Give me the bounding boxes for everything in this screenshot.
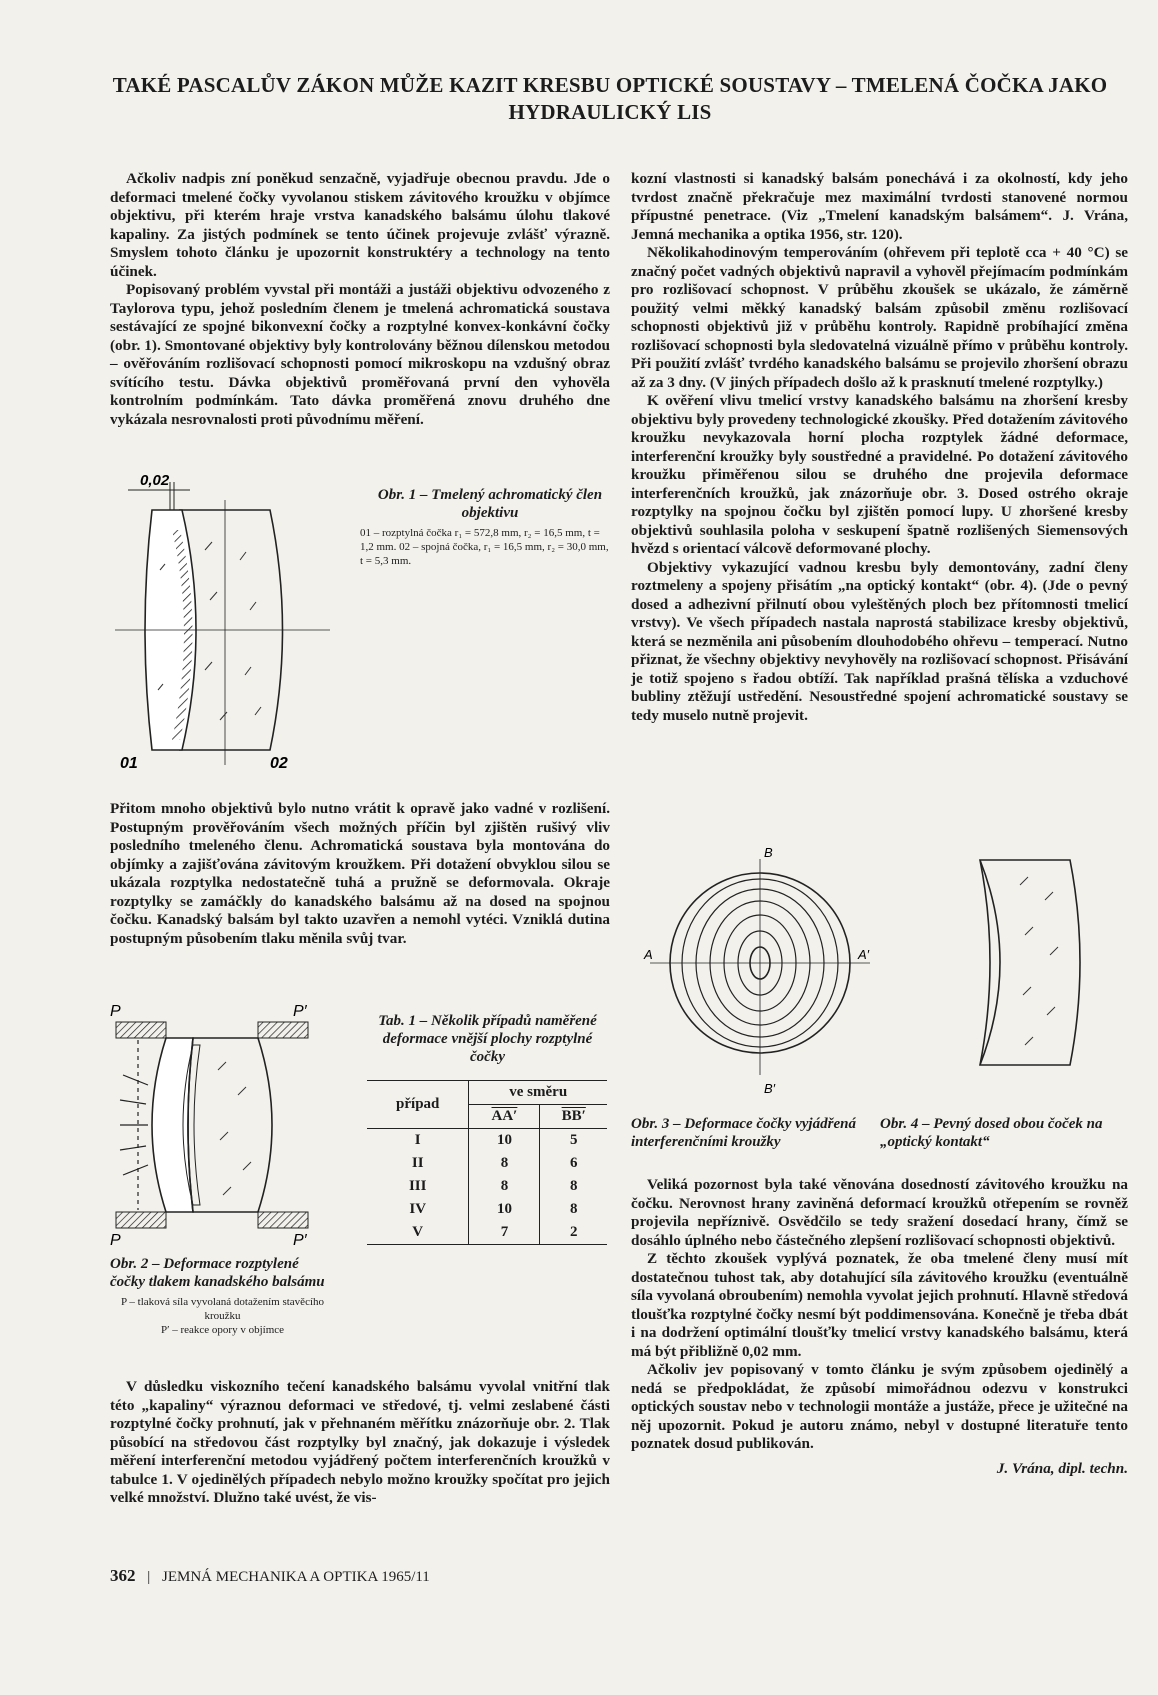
page-number: 362 bbox=[110, 1566, 136, 1585]
paragraph: Popisovaný problém vyvstal při montáži a justáži objektivu odvozeného z Taylorova typu, jehož posledním členem je tmelená achromatická soustava sestávající ze spojné bikonvexní čočky a rozptylné konvex-konkávní čočky (obr. 1). Smontované objektivy byly kontrolovány běžnou dílenskou metodou – ověřováním rozlišovací schopnosti pomocí mikroskopu na vzdušný obraz svítícího testu. Dávka objektivů proměřovaná první den vyhověla kontrolním podmínkám. Tato dávka proměřená znovu druhého dne vykázala nesrovnalosti proti původnímu měření. bbox=[110, 281, 610, 428]
page-footer: 362 | JEMNÁ MECHANIKA A OPTIKA 1965/11 bbox=[110, 1566, 430, 1585]
table-cell: IV bbox=[367, 1198, 469, 1221]
figure-2-legend-p: P – tlaková síla vyvolaná dotažením stavěcího kroužku bbox=[120, 1296, 325, 1322]
axis-label-a-prime: A′ bbox=[858, 947, 870, 962]
table-cell: 8 bbox=[569, 1201, 578, 1217]
table-row bbox=[367, 1129, 607, 1153]
table-cell: V bbox=[367, 1221, 469, 1245]
right-column-top bbox=[631, 170, 1128, 725]
table-row bbox=[367, 1152, 607, 1175]
table-row bbox=[367, 1221, 607, 1245]
table-cell: III bbox=[367, 1175, 469, 1198]
left-column-top bbox=[110, 170, 610, 429]
axis-label-b: B bbox=[764, 845, 773, 860]
paragraph: Ačkoliv nadpis zní poněkud senzačně, vyjadřuje obecnou pravdu. Jde o deformaci tmelené čočky vyvolanou stiskem závitového kroužku v objímce objektivu, při kterém hraje vrstva kanadského balsámu úlohu tlakové kapaliny. Za jistých podmínek se tento účinek projevuje zvlášť výrazně. Smyslem tohoto článku je upozornit konstruktéry a technology na tento účinek. bbox=[110, 170, 610, 280]
table-cell: 5 bbox=[569, 1132, 578, 1148]
table-header-bb: BB′ bbox=[540, 1105, 607, 1129]
paragraph: Přitom mnoho objektivů bylo nutno vrátit k opravě jako vadné v rozlišení. Postupným prověřováním všech možných příčin byl zjištěn rušivý vliv posledního tmeleného členu. Achromatická soustava byla montována do objímky a zajišťována závitovým kroužkem. Při dotažení obvyklou silou se ukázala rozptylka nedostatečně tuhá a pružně se deformovala. Okraje rozptylky se zamáčkly do kanadského balsámu až na dosed na spojnou čočku. Kanadský balsám byl takto uzavřen a nemohl vytéci. Vzniklá dutina postupným působením tlaku měnila svůj tvar. bbox=[110, 800, 610, 947]
table-row bbox=[367, 1175, 607, 1198]
figure-1-lens-drawing bbox=[110, 470, 335, 770]
table-header-direction: ve směru bbox=[469, 1081, 607, 1105]
table-cell: 7 bbox=[469, 1221, 540, 1245]
lens-label-02: 02 bbox=[270, 755, 288, 770]
figure-4-caption: Obr. 4 – Pevný dosed obou čoček na „optický kontakt“ bbox=[880, 1116, 1103, 1150]
table-cell: 10 bbox=[469, 1198, 540, 1221]
table-cell: I bbox=[367, 1129, 469, 1153]
axis-label-b-prime: B′ bbox=[764, 1081, 776, 1096]
force-label-p-bottom: P bbox=[110, 1232, 121, 1249]
left-column-bottom bbox=[110, 1378, 610, 1508]
paragraph: kozní vlastnosti si kanadský balsám ponechává i za okolností, kdy jeho tvrdost značně překračuje mez maximální tvrdosti stanovené normou přípustné penetrace. (Viz „Tmelení kanadským balsámem“. J. Vrána, Jemná mechanika a optika 1956, str. 120). bbox=[631, 170, 1128, 243]
table-cell: 2 bbox=[569, 1224, 578, 1240]
author-signature: J. Vrána, dipl. techn. bbox=[996, 1459, 1128, 1477]
paragraph: Veliká pozornost byla také věnována dosedností závitového kroužku na čočku. Nerovnost hrany zaviněná deformací kroužků otřepením se rovněž projevila nepříznivě. Osvědčilo se tedy sražení dosedací hrany, čímž se dosáhlo úplného nebo částečného zlepšení rozlišovací schopnosti objektivů. bbox=[631, 1176, 1128, 1249]
force-label-p-top: P bbox=[110, 1003, 121, 1020]
figure-2-legend-p-prime: P′ – reakce opory v objímce bbox=[160, 1324, 285, 1336]
axis-label-a: A bbox=[644, 947, 653, 962]
table-cell: 6 bbox=[569, 1155, 578, 1171]
figure-2-caption bbox=[110, 1255, 335, 1337]
table-cell: II bbox=[367, 1152, 469, 1175]
force-label-p-prime-bottom: P′ bbox=[293, 1232, 307, 1249]
article-title: TAKÉ PASCALŮV ZÁKON MŮŽE KAZIT KRESBU OPTICKÉ SOUSTAVY – TMELENÁ ČOČKA JAKO HYDRAULICKÝ LIS bbox=[112, 73, 1108, 124]
dimension-label: 0,02 bbox=[140, 472, 170, 489]
force-label-p-prime-top: P′ bbox=[293, 1003, 307, 1020]
figure-4-optical-contact bbox=[975, 855, 1085, 1070]
figure-1-legend: 01 – rozptylná čočka r₁ = 572,8 mm, r₂ = 16,5 mm, t = 1,2 mm. 02 – spojná čočka, r₁ = 16,5 mm, r₂ = 30,0 mm, t = 5,3 mm. bbox=[360, 527, 609, 567]
table-header-aa: AA′ bbox=[469, 1105, 540, 1129]
table-cell: 10 bbox=[469, 1129, 540, 1153]
paragraph: Ačkoliv jev popisovaný v tomto článku je svým způsobem ojedinělý a nedá se předpokládat, že způsobí mimořádnou odezvu v konstrukci optických soustav nebo v technologii montáže a justáže, přece je užitečné na něj upozornit. Pokud je autoru známo, nebyl v dostupné literatuře tento poznatek dosud publikován. bbox=[631, 1361, 1128, 1452]
table-cell: 8 bbox=[469, 1152, 540, 1175]
table-1 bbox=[367, 1080, 607, 1245]
figure-1-caption bbox=[360, 486, 610, 568]
right-column-bottom bbox=[631, 1176, 1128, 1478]
left-column-middle bbox=[110, 800, 610, 948]
paragraph: V důsledku viskozního tečení kanadského balsámu vyvolal vnitřní tlak této „kapaliny“ výraznou deformaci ve středové, tj. velmi zeslabené části rozptylné čočky prohnutí, jak v přehnaném měřítku znázorňuje obr. 2. Tlak působící na středovou část rozptylky byl značný, jak dokazuje i výsledek měření interferenční metodou vyjádřený počtem interferenčních kroužků v tabulce 1. V ojedinělých případech nebylo možno kroužky spočítat pro jejich velké množství. Dlužno také uvést, že vis- bbox=[110, 1378, 610, 1506]
paragraph: Z těchto zkoušek vyplývá poznatek, že oba tmelené členy musí mít dostatečnou tuhost tak, aby dotahující síla závitového kroužku (eventuálně síla vyvolaná obroubením) nemohla vyvolat jejich prohnutí. Hlavně středová tloušťka rozptylné čočky nesmí být poddimensována. Konečně je třeba dbát i na dodržení optimální tloušťky tmelicí vrstvy kanadského balsámu, která má být přibližně 0,02 mm. bbox=[631, 1250, 1128, 1360]
paragraph: K ověření vlivu tmelicí vrstvy kanadského balsámu na zhoršení kresby objektivu byly provedeny technologické zkoušky. Před dotažením závitového kroužku nevykazovala horní plocha rozptylek žádné deformace, interferenční kroužky byly soustředné a pravidelné. Po dotažení závitového kroužku přiměřenou silou se druhého dne projevila deformace interferenčních kroužků, jak znázorňuje obr. 3. Dosed ostrého okraje rozptylky na spojnou čočku byl zjištěn pomocí lupy. U zhoršené kresby objektivů souhlasila poloha v seskupení špatně rozlišených Siemensových hvězd s orientací válcově deformované plochy. bbox=[631, 392, 1128, 557]
table-header-case: případ bbox=[367, 1081, 469, 1129]
figure-1-title: Obr. 1 – Tmelený achromatický člen objektivu bbox=[377, 487, 603, 521]
journal-name: JEMNÁ MECHANIKA A OPTIKA 1965/11 bbox=[162, 1569, 430, 1585]
table-1-caption: Tab. 1 – Několik případů naměřené deformace vnější plochy rozptylné čočky bbox=[378, 1013, 597, 1065]
figure-3-interference-rings bbox=[640, 845, 880, 1100]
table-cell: 8 bbox=[469, 1175, 540, 1198]
figure-2-deformation-drawing bbox=[108, 1000, 338, 1255]
paragraph: Objektivy vykazující vadnou kresbu byly demontovány, zadní členy roztmeleny a spojeny přisátím „na optický kontakt“ (obr. 4). (Jde o pevný dosed a adhezivní přilnutí obou vyleštěných ploch bez přítomnosti tmelicí vrstvy). Ve všech případech nastala naprostá stabilizace kresby objektivů, která se nezměnila ani působením dlouhodobého ohřevu – temperací. Nutno přiznat, že všechny objektivy nevyhověly na rozlišovací schopnost. Přisávání je totiž spojeno s řadou obtíží. Tak například prašná tělíska a vzduchové bubliny ztěžují ustředění. Nesoustředné spojení achromatické soustavy se tedy muselo nutně projevit. bbox=[631, 558, 1128, 724]
figure-3-caption: Obr. 3 – Deformace čočky vyjádřená interferenčními kroužky bbox=[631, 1116, 856, 1150]
lens-label-01: 01 bbox=[120, 755, 138, 770]
figure-2-title: Obr. 2 – Deformace rozptylené čočky tlakem kanadského balsámu bbox=[110, 1256, 325, 1290]
table-row bbox=[367, 1198, 607, 1221]
table-cell: 8 bbox=[569, 1178, 578, 1194]
paragraph: Několikahodinovým temperováním (ohřevem při teplotě cca + 40 °C) se značný počet vadných objektivů napravil a vyhověl přejímacím podmínkám pro rozlišovací schopnost. V průběhu zkoušek se ukázalo, že záměrně použitý velmi měkký kanadský balsám způsobil změnu rozlišovací schopnosti objektivů již v průběhu kontroly. Rapidně probíhající změna rozlišovací schopnosti byla sledovatelná vizuálně přímo v průběhu kontroly. Při použití zvlášť tvrdého kanadského balsámu se projevilo zhoršení obrazu až za 3 dny. (V jiných případech došlo až k prasknutí tmelené rozptylky.) bbox=[631, 244, 1128, 391]
